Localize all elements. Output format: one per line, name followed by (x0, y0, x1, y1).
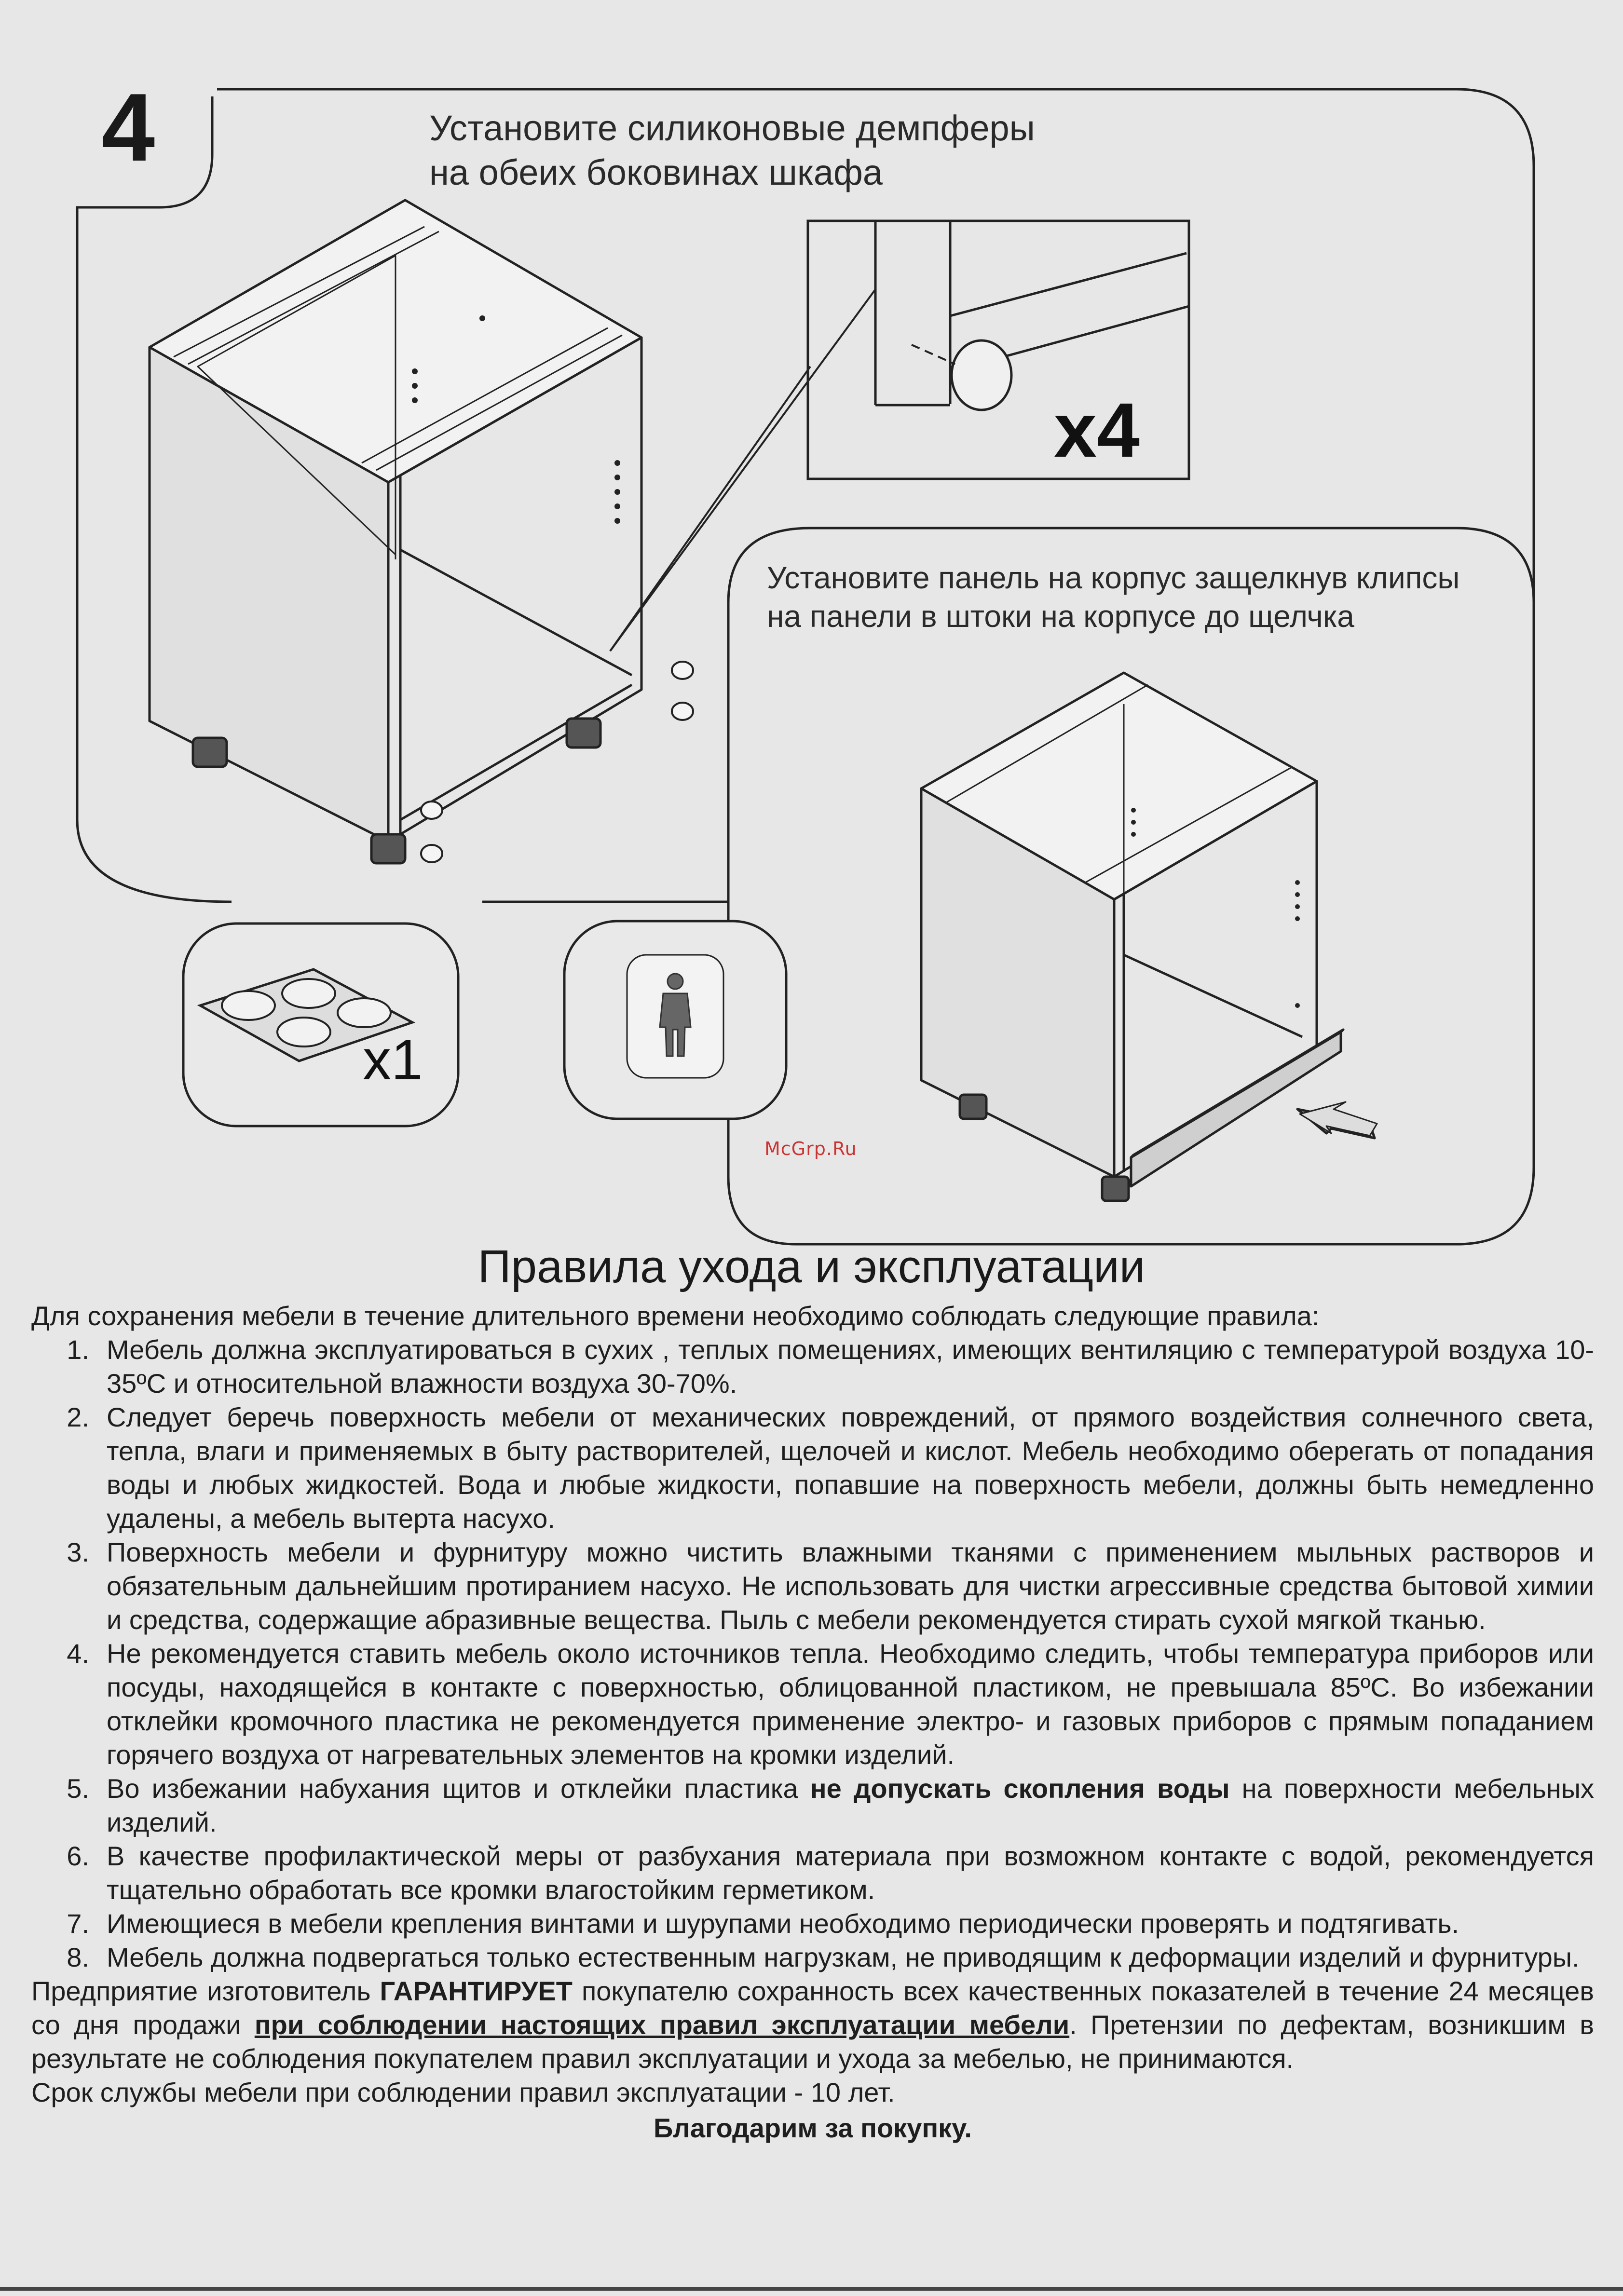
watermark: McGrp.Ru (764, 1138, 857, 1159)
rule-item (31, 1637, 1594, 1772)
damper-instruction (429, 106, 1035, 195)
warranty-underlined: при соблюдении настоящих правил эксплуатации мебели (254, 2010, 1070, 2040)
rule-number: 8. (67, 1942, 89, 1972)
warranty-bold: ГАРАНТИРУЕТ (380, 1976, 573, 2006)
rule-item (31, 1400, 1594, 1535)
rule-item (31, 1535, 1594, 1637)
rule-item (31, 1839, 1594, 1907)
rule-text: Следует беречь поверхность мебели от механических повреждений, от прямого воздействия солнечного света, тепла, влаги и применяемых в быту растворителей, щелочей и кислот. Мебель необходимо оберегать от попадания воды и любых жидкостей. Вода и любые жидкости, попавшие на поверхность мебели, должны быть немедленно удалены, а мебель вытерта насухо. (107, 1402, 1594, 1534)
rule-text: Не рекомендуется ставить мебель около источников тепла. Необходимо следить, чтобы температура приборов или посуды, находящейся в контакте с поверхностью, облицованной пластиком, не превышала 85ºC. Во избежании отклейки кромочного пластика не рекомендуется применение электро- и газовых приборов с прямым попаданием горячего воздуха от нагревательных элементов на кромки изделий. (107, 1638, 1594, 1770)
care-rules (31, 1299, 1594, 2145)
rule-text: Имеющиеся в мебели крепления винтами и шурупами необходимо периодически проверять и подтягивать. (107, 1908, 1459, 1939)
rule-text: Мебель должна подвергаться только естественным нагрузкам, не приводящим к деформации изделий и фурнитуры. (107, 1942, 1580, 1972)
warranty-text (31, 1974, 1594, 2076)
rule-number: 6. (67, 1841, 89, 1871)
plinth-panel (1131, 1032, 1341, 1186)
warranty-pre: Предприятие изготовитель (31, 1976, 380, 2006)
damper-instruction-line1: Установите силиконовые демпферы (429, 108, 1035, 148)
rule-item (31, 1333, 1594, 1400)
rule-text-post: на поверхности мебельных изделий. (107, 1773, 1594, 1837)
damper-instruction-line2: на обеих боковинах шкафа (429, 152, 883, 192)
rule-item (31, 1941, 1594, 1974)
rule-number: 2. (67, 1402, 89, 1432)
parts-card (183, 924, 458, 1126)
cabinet-large (150, 200, 693, 863)
rule-item (31, 1907, 1594, 1941)
panel-instruction-line1: Установите панель на корпус защелкнув клипсы (767, 560, 1460, 595)
rules-intro: Для сохранения мебели в течение длительного времени необходимо соблюдать следующие правила: (31, 1301, 1320, 1331)
warranty-mid: покупателю сохранность всех качественных показателей в течение 24 месяцев со дня продажи (31, 1976, 1594, 2040)
service-life: Срок службы мебели при соблюдении правил эксплуатации - 10 лет. (31, 2077, 895, 2107)
rule-item (31, 1772, 1594, 1839)
rule-number: 1. (67, 1334, 89, 1365)
rule-text (107, 1772, 1594, 1839)
rule-text: Поверхность мебели и фурнитуру можно чистить влажными тканями с применением мыльных растворов и обязательным дальнейшим протиранием насухо. Не использовать для чистки агрессивные средства бытовой химии и средства, содержащие абразивные вещества. Пыль с мебели рекомендуется стирать сухой мягкой тканью. (107, 1537, 1594, 1635)
rule-text-bold: не допускать скопления воды (810, 1773, 1230, 1804)
rule-number: 5. (67, 1773, 89, 1804)
damper-quantity: x4 (1054, 387, 1140, 473)
section-title: Правила ухода и эксплуатации (477, 1241, 1146, 1292)
step-number: 4 (101, 74, 155, 181)
rule-number: 4. (67, 1638, 89, 1669)
rule-number: 7. (67, 1908, 89, 1939)
rule-number: 3. (67, 1537, 89, 1567)
rule-text: Мебель должна эксплуатироваться в сухих , теплых помещениях, имеющих вентиляцию с температурой воздуха 10-35ºC и относительной влажности воздуха 30-70%. (107, 1334, 1594, 1399)
panel-instruction (767, 558, 1459, 636)
warranty-post: . Претензии по дефектам, возникшим в результате не соблюдения покупателем правил эксплуатации и ухода за мебелью, не принимаются. (31, 2010, 1594, 2074)
rule-text: В качестве профилактической меры от разбухания материала при возможном контакте с водой, рекомендуется тщательно обработать все кромки влагостойким герметиком. (107, 1841, 1594, 1905)
rule-text-pre: Во избежании набухания щитов и отклейки пластика (107, 1773, 810, 1804)
one-person-card (564, 921, 786, 1119)
thanks-note: Благодарим за покупку. (654, 2113, 972, 2143)
cabinet-small (921, 673, 1377, 1201)
parts-quantity: x1 (363, 1028, 423, 1092)
panel-instruction-line2: на панели в штоки на корпусе до щелчка (767, 599, 1354, 634)
bottom-divider (0, 2287, 1623, 2291)
